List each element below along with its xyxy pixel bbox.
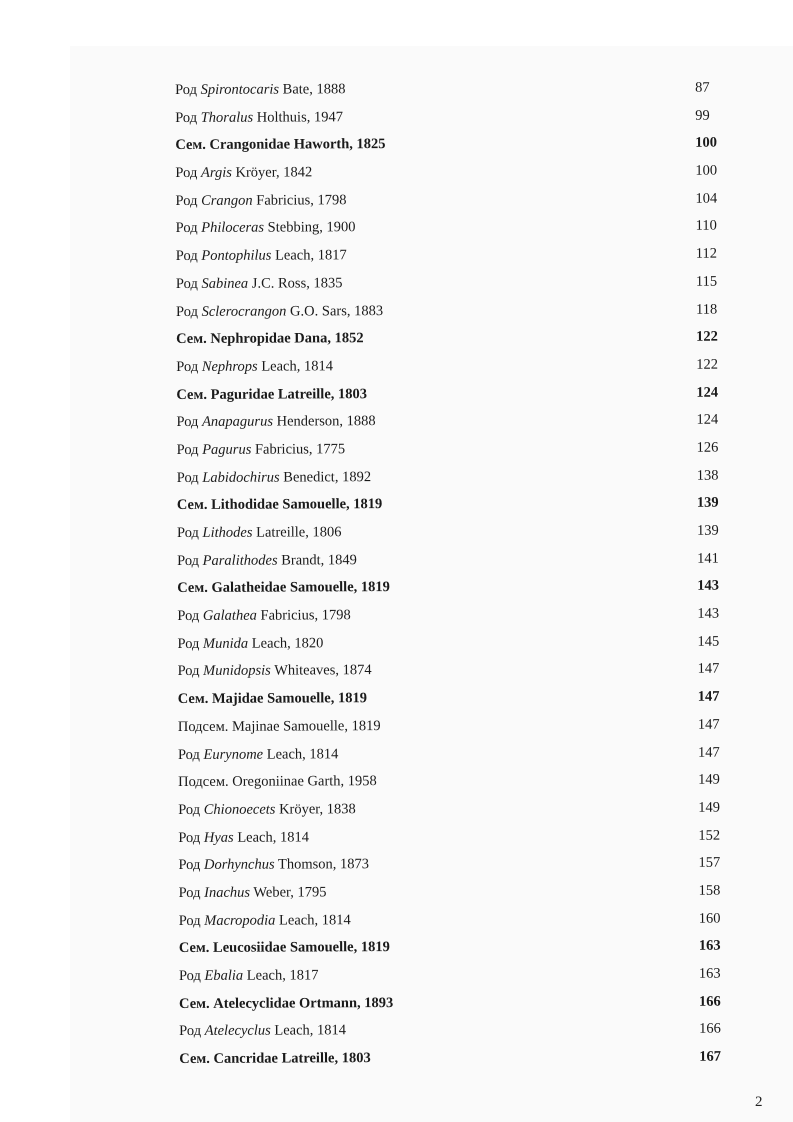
- toc-entry-prefix: Род: [178, 967, 205, 984]
- toc-entry-title: [176, 325, 364, 354]
- toc-entry-genus-name: Atelecyclus: [204, 1022, 271, 1040]
- toc-entry-page: 167: [699, 1048, 722, 1065]
- toc-entry-genus-name: Pontophilus: [201, 247, 272, 265]
- toc-entry-page: 163: [698, 965, 721, 982]
- toc-entry-genus-name: Chionoecets: [203, 801, 276, 818]
- toc-entry-title: [176, 353, 333, 381]
- toc-entry-page: 115: [695, 273, 718, 290]
- toc-row: [179, 961, 739, 991]
- toc-entry-prefix: Подсем. Oregoniinae Garth, 1958: [178, 773, 377, 791]
- toc-entry-title: [177, 519, 342, 547]
- toc-entry-prefix: Род: [175, 164, 202, 182]
- toc-entry-prefix: Род: [176, 441, 203, 458]
- toc-entry-prefix: Род: [178, 857, 205, 874]
- toc-entry-prefix: Род: [176, 358, 202, 375]
- toc-entry-genus-name: Munida: [202, 635, 249, 652]
- toc-entry-prefix: Род: [177, 607, 203, 625]
- toc-entry-genus-name: Dorhynchus: [203, 856, 275, 874]
- toc-entry-page: 87: [695, 79, 710, 96]
- toc-entry-prefix: Род: [175, 109, 201, 126]
- toc-entry-page: 118: [695, 301, 718, 318]
- toc-entry-author: Bate, 1888: [278, 81, 346, 98]
- toc-entry-page: 143: [697, 605, 720, 622]
- toc-entry-author: Leach, 1814: [270, 1022, 347, 1039]
- page-number: 2: [755, 1094, 763, 1110]
- toc-row-family: [179, 988, 739, 1018]
- toc-row: [178, 794, 738, 824]
- toc-row-family: [177, 490, 737, 520]
- toc-row: [177, 628, 737, 658]
- toc-entry-genus-name: Pagurus: [202, 441, 252, 458]
- toc-entry-prefix: Род: [177, 663, 204, 680]
- toc-row: [176, 351, 736, 381]
- toc-entry-page: 145: [697, 633, 720, 650]
- toc-entry-title: [179, 879, 327, 907]
- toc-row-family: [175, 130, 735, 160]
- toc-entry-prefix: Род: [178, 912, 205, 929]
- toc-entry-page: 166: [699, 993, 721, 1010]
- toc-row-family: [178, 684, 738, 714]
- toc-entry-page: 157: [698, 854, 721, 871]
- toc-row: [176, 407, 736, 437]
- toc-entry-author: Leach, 1817: [243, 967, 319, 984]
- toc-entry-title: [177, 491, 383, 520]
- toc-entry-page: 110: [695, 218, 717, 235]
- toc-entry-page: 149: [698, 799, 720, 816]
- toc-row-family: [176, 379, 736, 409]
- toc-row-family: [179, 1044, 739, 1074]
- toc-entry-title: [179, 907, 351, 935]
- table-of-contents: [175, 75, 739, 1074]
- toc-entry-author: Benedict, 1892: [279, 468, 372, 486]
- toc-row: [178, 822, 738, 852]
- toc-entry-page: 147: [697, 688, 720, 705]
- toc-row: [179, 877, 739, 907]
- toc-entry-page: 166: [699, 1021, 721, 1038]
- toc-row: [178, 850, 738, 880]
- toc-entry-author: Whiteaves, 1874: [270, 662, 372, 680]
- toc-row: [177, 518, 737, 548]
- toc-entry-prefix: Сем. Nephropidae Dana, 1852: [176, 330, 364, 348]
- toc-entry-author: Stebbing, 1900: [264, 219, 356, 237]
- toc-entry-title: [175, 187, 346, 215]
- toc-entry-prefix: Род: [175, 81, 201, 98]
- toc-entry-genus-name: Munidopsis: [203, 663, 271, 680]
- toc-entry-title: [179, 990, 393, 1019]
- toc-entry-title: [175, 76, 346, 104]
- toc-entry-title: [177, 602, 350, 630]
- toc-entry-prefix: Сем. Lithodidae Samouelle, 1819: [176, 496, 383, 514]
- toc-entry-title: [177, 630, 323, 658]
- toc-entry-prefix: Род: [179, 1023, 205, 1040]
- toc-entry-genus-name: Hyas: [203, 829, 234, 846]
- toc-entry-prefix: Род: [178, 829, 204, 846]
- toc-entry-genus-name: Sabinea: [201, 275, 249, 292]
- toc-entry-prefix: Подсем. Majinae Samouelle, 1819: [177, 717, 381, 735]
- toc-entry-genus-name: Spirontocaris: [200, 81, 280, 98]
- toc-entry-page: 112: [695, 245, 718, 262]
- toc-entry-title: [179, 1045, 371, 1074]
- toc-entry-author: Kröyer, 1838: [275, 801, 356, 818]
- toc-row: [175, 75, 735, 105]
- toc-entry-page: 122: [696, 328, 718, 345]
- toc-entry-page: 139: [696, 494, 719, 512]
- toc-entry-prefix: Сем. Paguridae Latreille, 1803: [176, 385, 368, 403]
- toc-entry-page: 163: [698, 937, 721, 955]
- toc-row: [177, 601, 737, 631]
- toc-entry-title: [176, 381, 367, 410]
- toc-row: [177, 434, 737, 464]
- toc-entry-page: 143: [697, 578, 720, 595]
- toc-entry-title: [177, 547, 357, 575]
- toc-entry-page: 124: [696, 411, 719, 428]
- toc-entry-title: [176, 215, 356, 243]
- toc-entry-author: Holthuis, 1947: [253, 108, 343, 126]
- toc-entry-author: Latreille, 1806: [252, 524, 342, 541]
- toc-row: [175, 158, 735, 188]
- toc-entry-author: J.C. Ross, 1835: [248, 275, 343, 292]
- toc-row: [176, 268, 736, 298]
- toc-entry-author: Leach, 1814: [257, 358, 334, 375]
- toc-entry-title: [179, 962, 319, 990]
- toc-entry-author: Kröyer, 1842: [231, 164, 313, 181]
- toc-entry-prefix: Род: [175, 192, 202, 209]
- toc-entry-title: [175, 159, 312, 187]
- toc-entry-author: Henderson, 1888: [272, 413, 376, 430]
- toc-entry-title: [176, 270, 343, 298]
- toc-row-family: [176, 324, 736, 354]
- toc-entry-prefix: Род: [176, 469, 203, 486]
- toc-entry-genus-name: Argis: [200, 164, 232, 181]
- toc-entry-title: [175, 131, 385, 160]
- toc-entry-title: [176, 242, 347, 270]
- toc-entry-author: Fabricius, 1798: [252, 192, 347, 209]
- toc-entry-prefix: Сем. Galatheidae Samouelle, 1819: [177, 579, 390, 597]
- toc-entry-prefix: Род: [175, 248, 202, 265]
- toc-entry-prefix: Род: [175, 303, 202, 320]
- toc-entry-author: G.O. Sars, 1883: [286, 302, 384, 320]
- toc-entry-page: 149: [698, 771, 720, 788]
- toc-row: [176, 241, 736, 271]
- toc-entry-page: 141: [697, 550, 719, 567]
- toc-entry-prefix: Род: [176, 414, 203, 431]
- toc-entry-title: [179, 1018, 346, 1046]
- toc-entry-genus-name: Sclerocrangon: [201, 303, 287, 320]
- toc-row: [178, 656, 738, 686]
- toc-entry-title: [177, 464, 371, 493]
- toc-entry-title: [178, 658, 372, 687]
- toc-entry-author: Leach, 1814: [275, 911, 351, 929]
- toc-entry-prefix: Род: [176, 524, 203, 541]
- toc-row: [178, 739, 738, 769]
- toc-entry-page: 104: [695, 190, 718, 207]
- toc-entry-prefix: Сем. Cancridae Latreille, 1803: [179, 1050, 371, 1068]
- toc-row: [176, 213, 736, 243]
- toc-row: [179, 905, 739, 935]
- toc-entry-prefix: Сем. Majidae Samouelle, 1819: [177, 690, 368, 708]
- toc-entry-page: 147: [697, 661, 720, 678]
- toc-entry-author: Weber, 1795: [249, 884, 327, 901]
- toc-entry-genus-name: Nephrops: [201, 358, 258, 375]
- toc-entry-title: [179, 934, 390, 963]
- toc-row: [178, 711, 738, 741]
- toc-entry-author: Fabricius, 1798: [256, 607, 351, 624]
- toc-entry-genus-name: Thoralus: [200, 109, 254, 126]
- toc-entry-page: 138: [696, 467, 719, 484]
- toc-entry-genus-name: Labidochirus: [202, 469, 280, 486]
- toc-entry-prefix: Род: [177, 552, 203, 569]
- toc-entry-page: 100: [695, 135, 718, 152]
- toc-entry-genus-name: Inachus: [204, 884, 251, 901]
- toc-entry-prefix: Род: [177, 746, 204, 763]
- toc-entry-genus-name: Philoceras: [201, 220, 265, 237]
- toc-entry-title: [178, 685, 367, 714]
- toc-entry-page: 152: [698, 827, 721, 844]
- toc-row: [179, 1016, 739, 1046]
- toc-entry-page: 124: [696, 384, 719, 401]
- toc-row: [177, 545, 737, 575]
- toc-entry-prefix: Род: [177, 635, 204, 652]
- toc-entry-genus-name: Lithodes: [202, 524, 253, 541]
- toc-row: [175, 185, 735, 215]
- toc-entry-title: [177, 436, 346, 464]
- toc-entry-page: 126: [696, 439, 719, 456]
- toc-row-family: [177, 573, 737, 603]
- toc-entry-author: Leach, 1817: [271, 247, 347, 264]
- toc-entry-title: [178, 796, 356, 824]
- toc-entry-page: 99: [695, 107, 710, 124]
- toc-entry-prefix: Род: [178, 801, 204, 818]
- toc-entry-author: Fabricius, 1775: [251, 441, 346, 458]
- toc-entry-prefix: Сем. Crangonidae Haworth, 1825: [175, 136, 386, 154]
- toc-entry-genus-name: Anapagurus: [202, 413, 273, 431]
- toc-row: [175, 102, 735, 132]
- toc-entry-prefix: Род: [175, 275, 202, 292]
- toc-entry-title: [178, 851, 369, 880]
- toc-entry-prefix: Род: [175, 220, 202, 237]
- toc-entry-prefix: Род: [178, 884, 205, 901]
- toc-entry-page: 160: [698, 910, 721, 927]
- toc-entry-author: Leach, 1820: [248, 635, 324, 652]
- toc-entry-page: 158: [698, 882, 721, 899]
- toc-entry-genus-name: Macropodia: [204, 912, 276, 929]
- toc-entry-prefix: Сем. Atelecyclidae Ortmann, 1893: [179, 994, 394, 1012]
- toc-entry-page: 100: [695, 162, 718, 179]
- toc-entry-genus-name: Paralithodes: [202, 552, 278, 569]
- toc-entry-title: [176, 298, 383, 327]
- toc-entry-author: Leach, 1814: [263, 745, 339, 763]
- toc-entry-genus-name: Ebalia: [204, 967, 244, 984]
- toc-entry-page: 147: [697, 744, 720, 761]
- toc-entry-author: Brandt, 1849: [277, 551, 357, 569]
- toc-entry-title: [178, 768, 377, 797]
- toc-entry-genus-name: Crangon: [201, 192, 253, 209]
- toc-entry-title: [178, 741, 339, 769]
- toc-entry-page: 147: [697, 716, 720, 733]
- toc-entry-author: Thomson, 1873: [274, 856, 370, 873]
- toc-entry-page: 139: [696, 522, 719, 539]
- toc-entry-page: 122: [696, 356, 719, 373]
- toc-row: [176, 296, 736, 326]
- toc-entry-genus-name: Galathea: [202, 607, 257, 624]
- toc-entry-genus-name: Eurynome: [203, 746, 264, 763]
- toc-row-family: [179, 933, 739, 963]
- toc-entry-author: Leach, 1814: [233, 828, 310, 846]
- toc-row: [177, 462, 737, 492]
- toc-entry-prefix: Сем. Leucosiidae Samouelle, 1819: [178, 939, 390, 957]
- toc-entry-title: [177, 574, 390, 603]
- toc-row: [178, 767, 738, 797]
- toc-entry-title: [175, 104, 343, 132]
- toc-entry-title: [178, 713, 381, 742]
- toc-entry-title: [176, 408, 375, 437]
- toc-entry-title: [178, 824, 309, 852]
